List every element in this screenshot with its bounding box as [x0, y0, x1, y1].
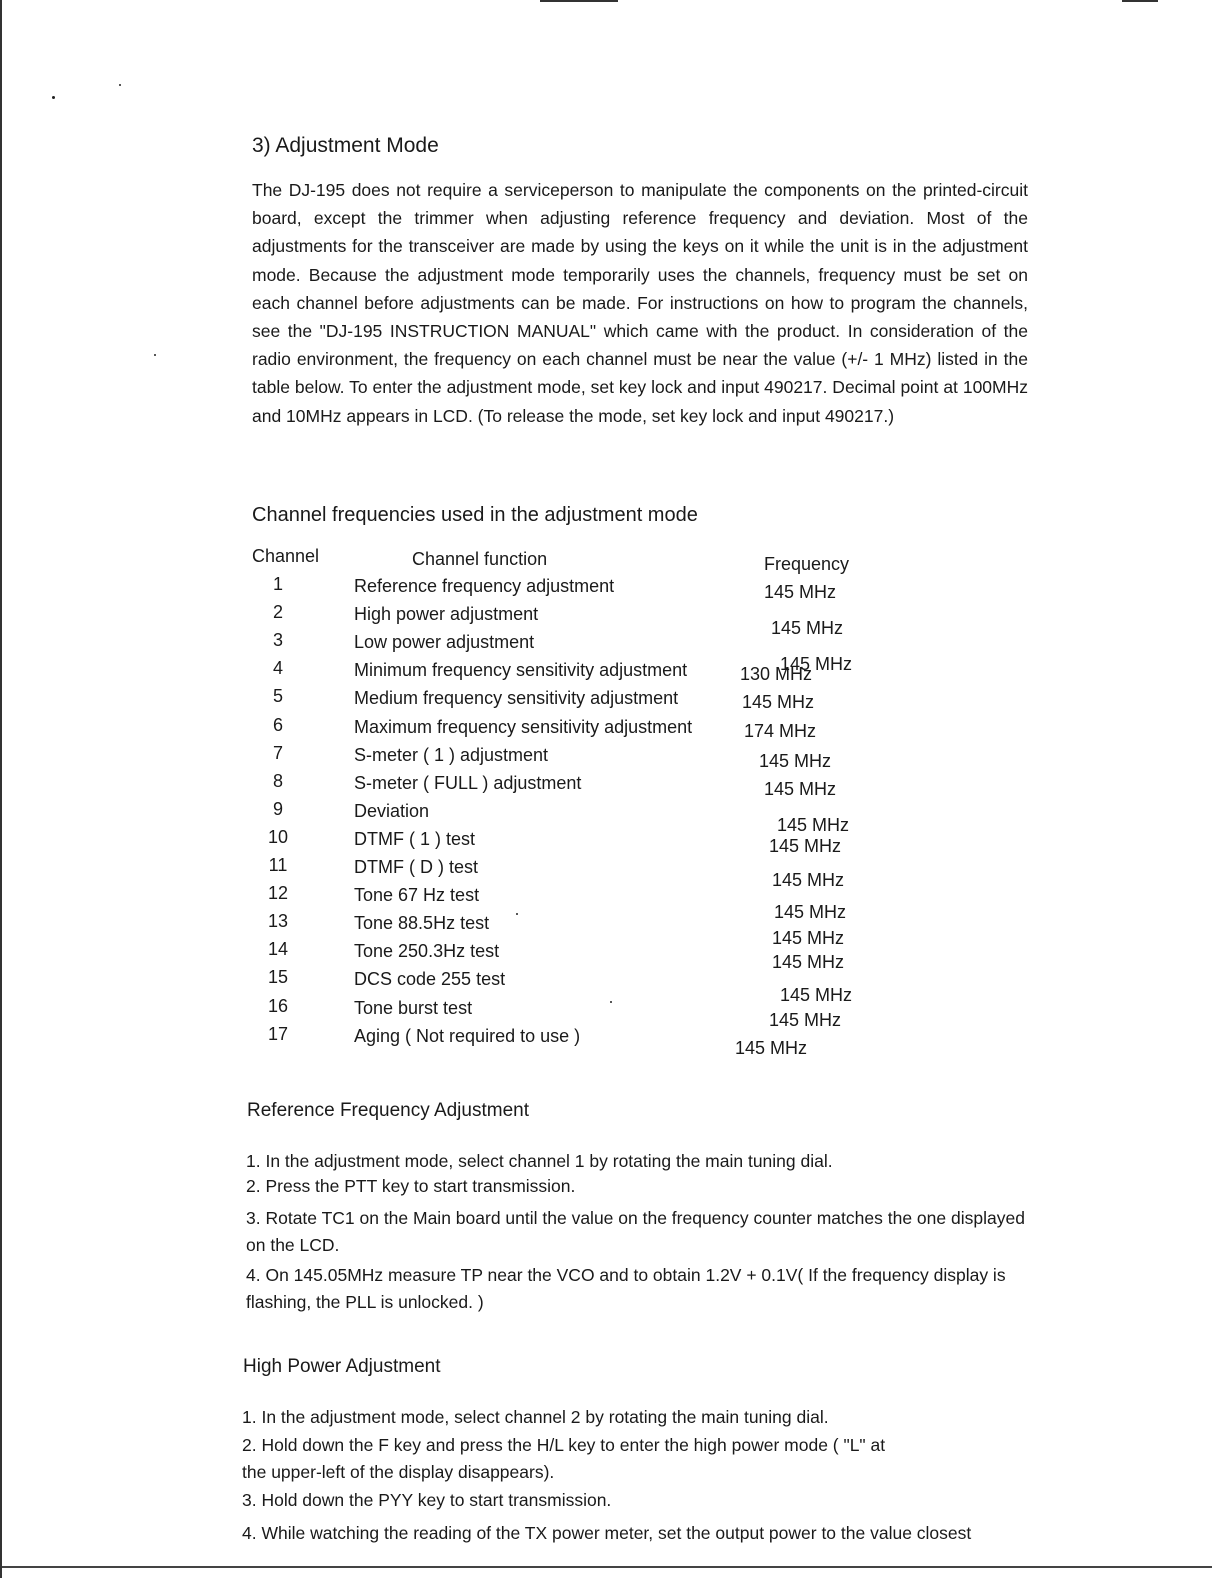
section-title: 3) Adjustment Mode	[252, 134, 439, 157]
table-cell-frequency: 145 MHz	[780, 985, 853, 1006]
table-cell-frequency: 145 MHz	[774, 902, 847, 923]
reference-adjustment-title: Reference Frequency Adjustment	[247, 1100, 529, 1121]
table-cell-function: Tone burst test	[354, 997, 473, 1018]
table-cell-frequency: 130 MHz	[740, 664, 813, 685]
table-cell-frequency: 145 MHz	[764, 778, 837, 799]
bottom-edge-line	[2, 1566, 1212, 1568]
table-cell-channel: 2	[272, 602, 283, 623]
table-cell-channel: 4	[272, 658, 283, 679]
table-cell-function: Reference frequency adjustment	[354, 576, 615, 596]
table-cell-frequency: 145 MHz	[772, 870, 845, 890]
table-cell-channel: 13	[267, 911, 289, 932]
table-cell-function: Aging ( Not required to use )	[354, 1025, 581, 1046]
reference-step: 4. On 145.05MHz measure TP near the VCO and to obtain 1.2V + 0.1V( If the frequency display is flashing, the PLL is unlocked. )	[246, 1265, 1006, 1312]
table-cell-frequency: 145 MHz	[772, 952, 845, 973]
high-power-adjustment-title: High Power Adjustment	[243, 1356, 441, 1377]
reference-step: 3. Rotate TC1 on the Main board until the value on the frequency counter matches the one displayed on the LCD.	[246, 1208, 1025, 1255]
table-cell-function: Deviation	[354, 800, 430, 821]
table-cell-channel: 9	[272, 798, 283, 819]
table-cell-channel: 17	[267, 1023, 289, 1044]
table-cell-function: DCS code 255 test	[354, 969, 506, 990]
table-cell-channel: 11	[268, 855, 288, 875]
table-cell-function: Minimum frequency sensitivity adjustment	[354, 660, 688, 681]
table-cell-frequency: 145 MHz	[772, 928, 845, 949]
column-header-frequency: Frequency	[764, 554, 850, 574]
high-power-step: 2. Hold down the F key and press the H/L key to enter the high power mode ( "L" at the upper-left of the display disappears).	[242, 1435, 886, 1482]
table-cell-frequency: 174 MHz	[744, 720, 817, 741]
table-cell-frequency: 145 MHz	[769, 835, 842, 856]
table-cell-frequency: 145 MHz	[742, 692, 815, 713]
top-edge-line-right	[1122, 0, 1158, 2]
table-cell-function: Tone 88.5Hz test	[354, 913, 490, 934]
scan-speck	[119, 84, 121, 86]
table-cell-function: DTMF ( 1 ) test	[354, 828, 475, 849]
high-power-step: 4. While watching the reading of the TX power meter, set the output power to the value closest	[242, 1523, 972, 1543]
table-cell-channel: 7	[272, 742, 283, 763]
table-cell-frequency: 145 MHz	[777, 814, 850, 835]
scan-speck	[610, 1001, 612, 1003]
table-cell-frequency: 145 MHz	[764, 582, 837, 602]
column-header-channel: Channel	[252, 546, 320, 566]
table-cell-channel: 6	[272, 714, 283, 735]
table-cell-channel: 16	[267, 995, 289, 1016]
column-header-function: Channel function	[412, 549, 548, 569]
table-cell-frequency: 145 MHz	[780, 654, 853, 675]
intro-paragraph: The DJ-195 does not require a serviceperson to manipulate the components on the printed-circuit board, except the trimmer when adjusting reference frequency and deviation. Most of the adjustments for the transceiver are made by using the keys on it while the unit is in the adjustment mode. Because the adjustment mode temporarily uses the channels, frequency must be set on each channel before adjustments can be made. For instructions on how to program the channels, see the "DJ-195 INSTRUCTION MANUAL" which came with the product. In consideration of the radio environment, the frequency on each channel must be near the value (+/- 1 MHz) listed in the table below. To enter the adjustment mode, set key lock and input 490217. Decimal point at 100MHz and 10MHz appears in LCD. (To release the mode, set key lock and input 490217.)	[252, 180, 1028, 426]
table-cell-channel: 12	[267, 883, 289, 904]
table-cell-frequency: 145 MHz	[759, 750, 832, 771]
table-cell-channel: 3	[272, 630, 283, 651]
table-cell-function: DTMF ( D ) test	[354, 857, 478, 877]
scan-speck	[154, 354, 156, 356]
table-cell-channel: 8	[272, 770, 283, 791]
table-cell-function: Low power adjustment	[354, 632, 535, 653]
table-cell-function: Medium frequency sensitivity adjustment	[354, 688, 679, 709]
high-power-step: 1. In the adjustment mode, select channel 2 by rotating the main tuning dial.	[242, 1407, 829, 1427]
table-cell-function: Tone 67 Hz test	[354, 885, 480, 906]
table-cell-channel: 5	[272, 686, 283, 707]
top-edge-line	[540, 0, 618, 2]
table-cell-frequency: 145 MHz	[769, 1009, 842, 1030]
reference-step: 2. Press the PTT key to start transmission.	[246, 1176, 576, 1196]
table-cell-function: High power adjustment	[354, 604, 539, 625]
table-cell-function: Maximum frequency sensitivity adjustment	[354, 716, 693, 737]
table-cell-channel: 14	[267, 939, 289, 960]
high-power-step: 3. Hold down the PYY key to start transmission.	[242, 1490, 612, 1510]
table-cell-channel: 15	[267, 967, 289, 988]
table-cell-channel: 1	[272, 574, 283, 594]
table-cell-function: Tone 250.3Hz test	[354, 941, 500, 962]
table-title: Channel frequencies used in the adjustment mode	[252, 504, 698, 526]
table-cell-function: S-meter ( 1 ) adjustment	[354, 744, 549, 765]
scan-speck	[516, 913, 518, 915]
reference-step: 1. In the adjustment mode, select channel 1 by rotating the main tuning dial.	[246, 1151, 833, 1171]
table-cell-frequency: 145 MHz	[735, 1037, 808, 1058]
table-cell-function: S-meter ( FULL ) adjustment	[354, 772, 582, 793]
table-cell-channel: 10	[267, 826, 289, 847]
table-cell-frequency: 145 MHz	[771, 618, 844, 639]
scan-speck	[52, 96, 55, 99]
